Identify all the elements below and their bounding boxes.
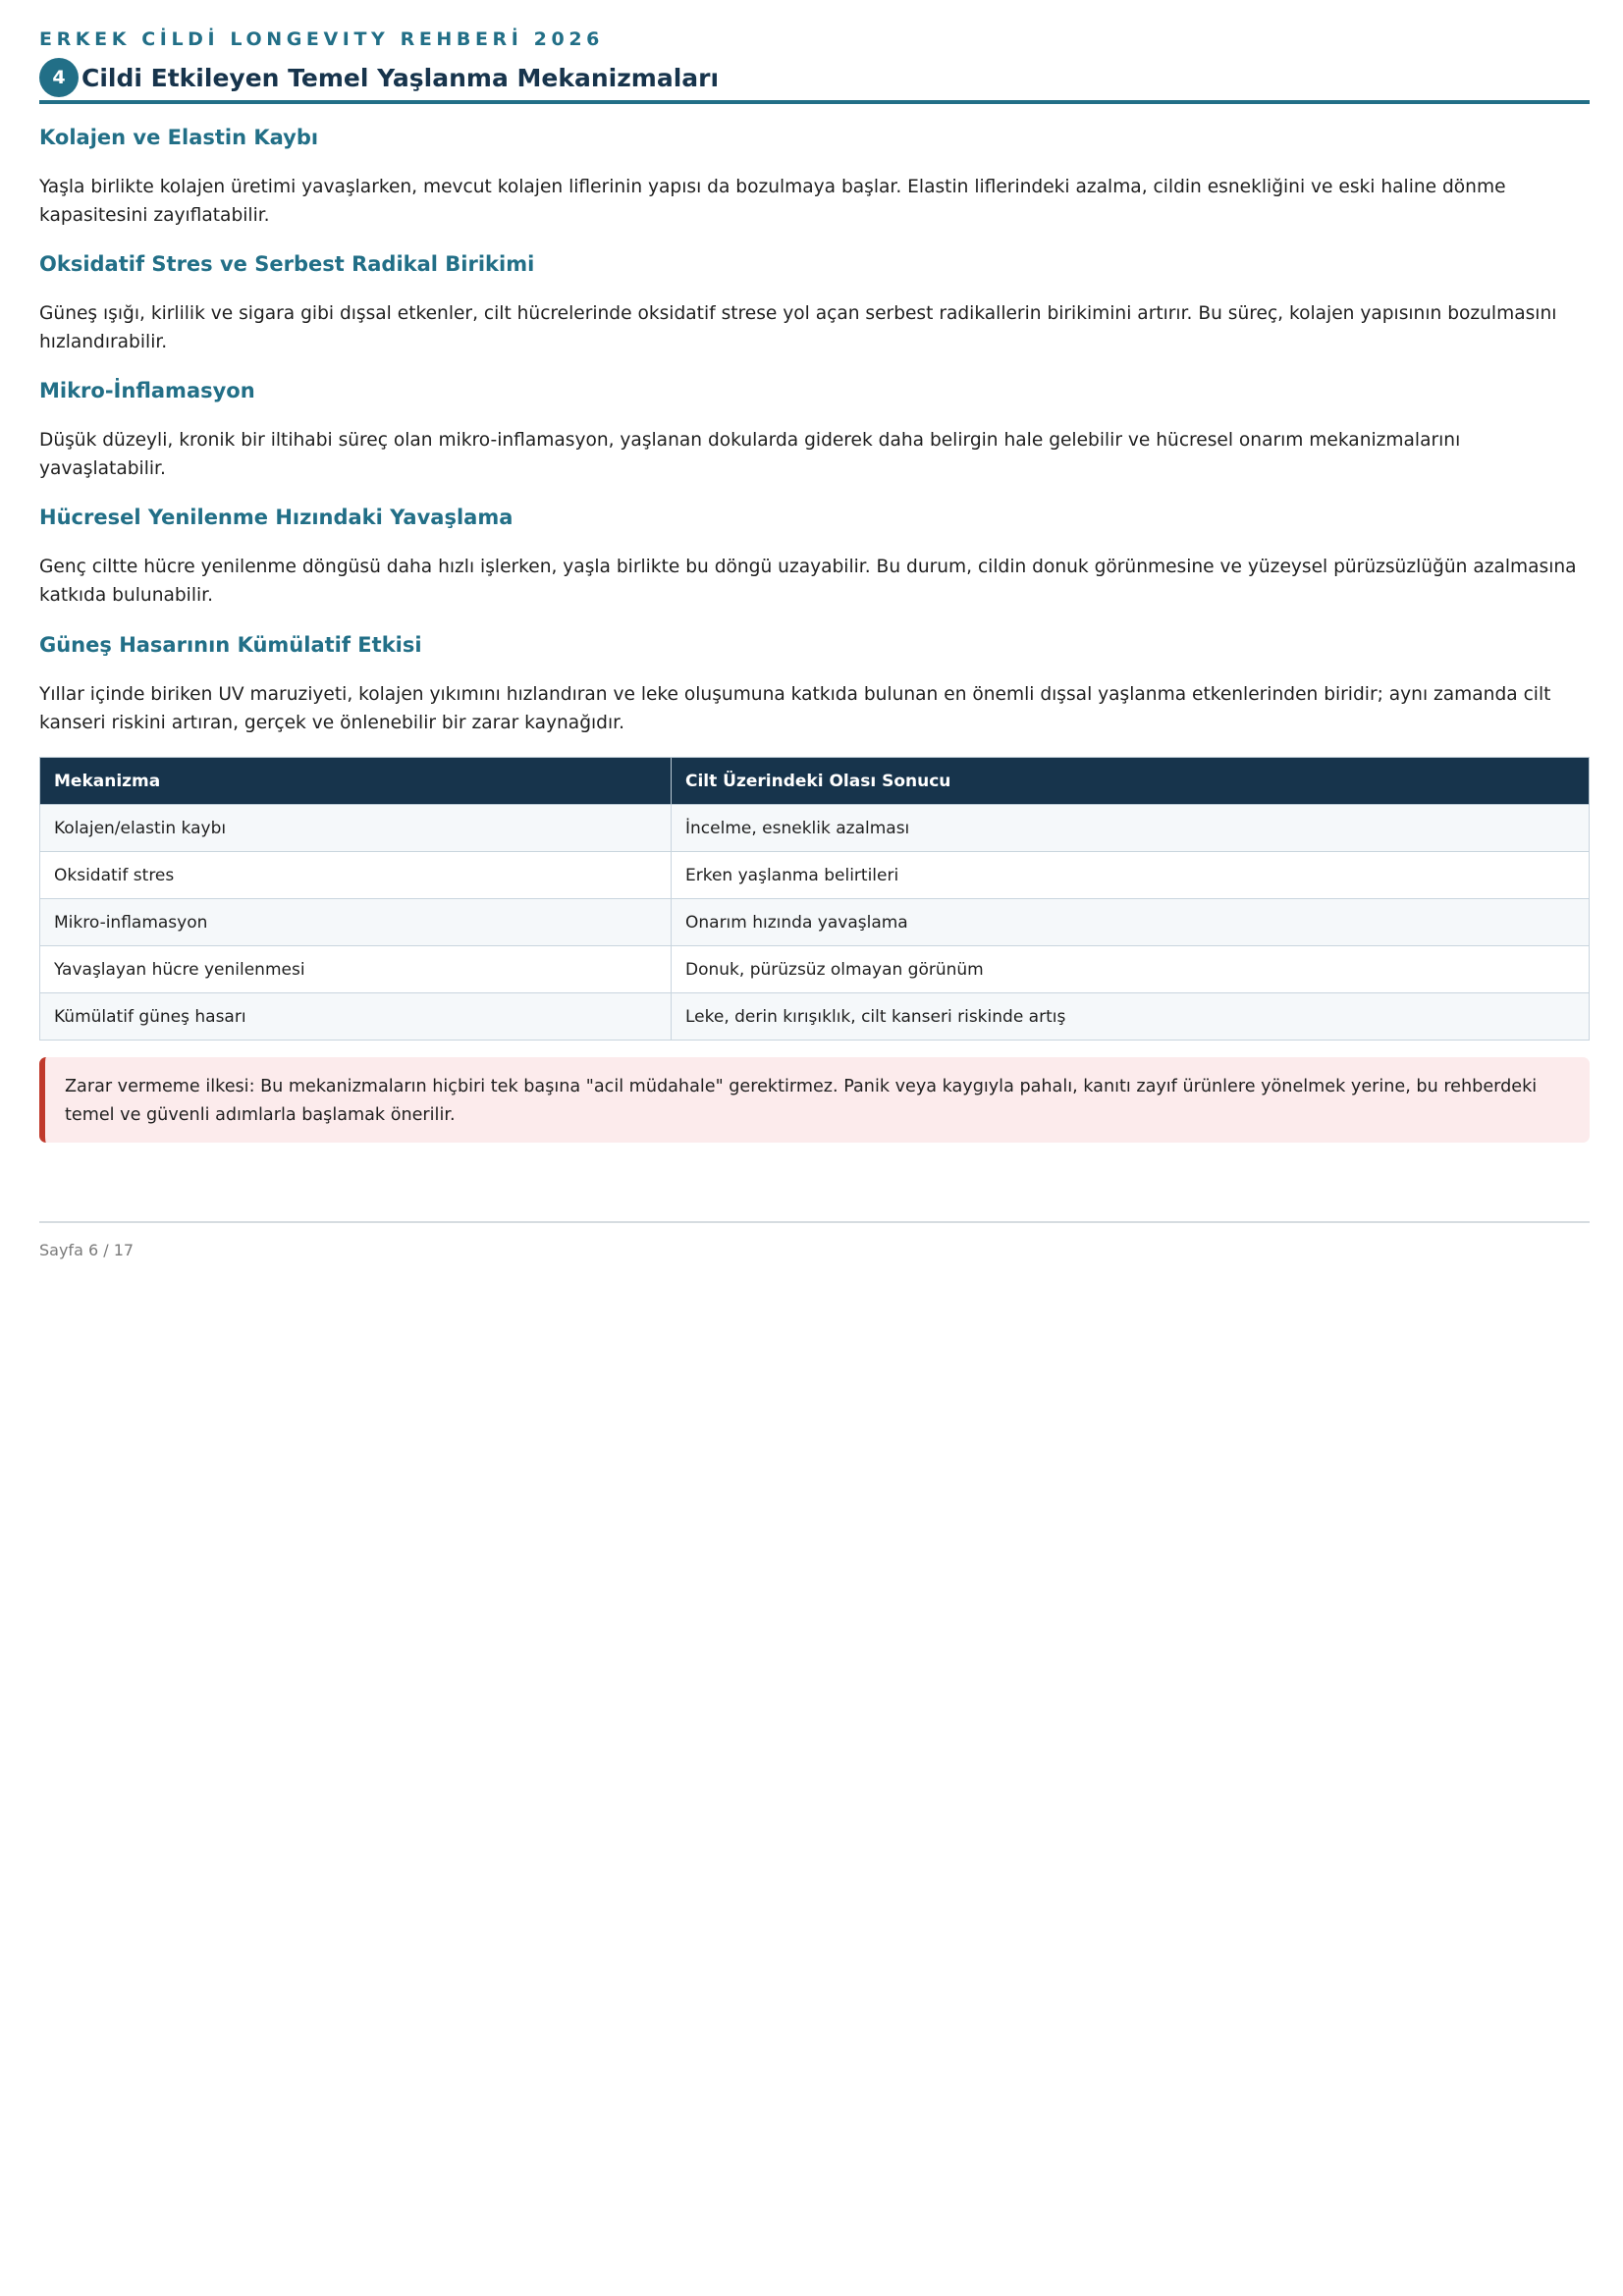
table-cell-mechanism: Yavaşlayan hücre yenilenmesi (40, 946, 672, 993)
page-number: Sayfa 6 / 17 (39, 1241, 135, 1259)
page-title: Cildi Etkileyen Temel Yaşlanma Mekanizmaları (81, 63, 720, 92)
table-row (40, 993, 1590, 1041)
table-row (40, 946, 1590, 993)
section-body-hucresel: Genç ciltte hücre yenilenme döngüsü daha hızlı işlerken, yaşla birlikte bu döngü uzayabilir. Bu durum, cildin donuk görünmesine ve yüzeysel pürüzsüzlüğün azalmasına katkıda bulunabilir. (39, 557, 1577, 606)
section-heading-gunes: Güneş Hasarının Kümülatif Etkisi (39, 633, 422, 657)
section-body-oksidatif: Güneş ışığı, kirlilik ve sigara gibi dışsal etkenler, cilt hücrelerinde oksidatif strese yol açan serbest radikallerin birikimini artırır. Bu süreç, kolajen yapısının bozulmasını hızlandırabilir. (39, 303, 1557, 352)
table-cell-outcome: İncelme, esneklik azalması (672, 805, 1590, 852)
table-header-row (40, 758, 1590, 805)
mechanism-table (39, 757, 1590, 1041)
footer-divider (39, 1221, 1590, 1223)
table-cell-outcome: Leke, derin kırışıklık, cilt kanseri riskinde artış (672, 993, 1590, 1041)
table-row (40, 899, 1590, 946)
table-cell-mechanism: Kolajen/elastin kaybı (40, 805, 672, 852)
table-row (40, 805, 1590, 852)
table-cell-outcome: Erken yaşlanma belirtileri (672, 852, 1590, 899)
section-heading-kolajen: Kolajen ve Elastin Kaybı (39, 126, 319, 149)
table-cell-mechanism: Oksidatif stres (40, 852, 672, 899)
section-body-mikro-inflamasyon: Düşük düzeyli, kronik bir iltihabi süreç olan mikro-inflamasyon, yaşlanan dokularda giderek daha belirgin hale gelebilir ve hücresel onarım mekanizmalarını yavaşlatabilir. (39, 430, 1461, 479)
table-header-mechanism: Mekanizma (40, 758, 672, 805)
do-no-harm-callout (39, 1057, 1590, 1143)
table-header-outcome: Cilt Üzerindeki Olası Sonucu (672, 758, 1590, 805)
chapter-number-badge: 4 (39, 58, 79, 97)
table-cell-outcome: Donuk, pürüzsüz olmayan görünüm (672, 946, 1590, 993)
guide-kicker: ERKEK CİLDİ LONGEVITY REHBERİ 2026 (39, 28, 604, 50)
table-row (40, 852, 1590, 899)
section-body-gunes: Yıllar içinde biriken UV maruziyeti, kolajen yıkımını hızlandıran ve leke oluşumuna katkıda bulunan en önemli dışsal yaşlanma etkenlerinden biridir; aynı zamanda cilt kanseri riskini artıran, gerçek ve önlenebilir bir zarar kaynağıdır. (39, 684, 1551, 733)
table-cell-mechanism: Kümülatif güneş hasarı (40, 993, 672, 1041)
section-heading-mikro-inflamasyon: Mikro-İnflamasyon (39, 379, 255, 402)
section-heading-oksidatif: Oksidatif Stres ve Serbest Radikal Birikimi (39, 252, 535, 276)
table-cell-outcome: Onarım hızında yavaşlama (672, 899, 1590, 946)
section-body-kolajen: Yaşla birlikte kolajen üretimi yavaşlarken, mevcut kolajen liflerinin yapısı da bozulmaya başlar. Elastin liflerindeki azalma, cildin esnekliğini ve eski haline dönme kapasitesini zayıflatabilir. (39, 177, 1506, 226)
callout-text: Zarar vermeme ilkesi: Bu mekanizmaların hiçbiri tek başına "acil müdahale" gerektirmez. Panik veya kaygıyla pahalı, kanıtı zayıf ürünlere yönelmek yerine, bu rehberdeki temel ve güvenli adımlarla başlamak önerilir. (65, 1077, 1538, 1125)
title-divider (39, 100, 1590, 104)
section-heading-hucresel: Hücresel Yenilenme Hızındaki Yavaşlama (39, 506, 514, 529)
chapter-title-row (39, 55, 1590, 100)
table-cell-mechanism: Mikro-inflamasyon (40, 899, 672, 946)
